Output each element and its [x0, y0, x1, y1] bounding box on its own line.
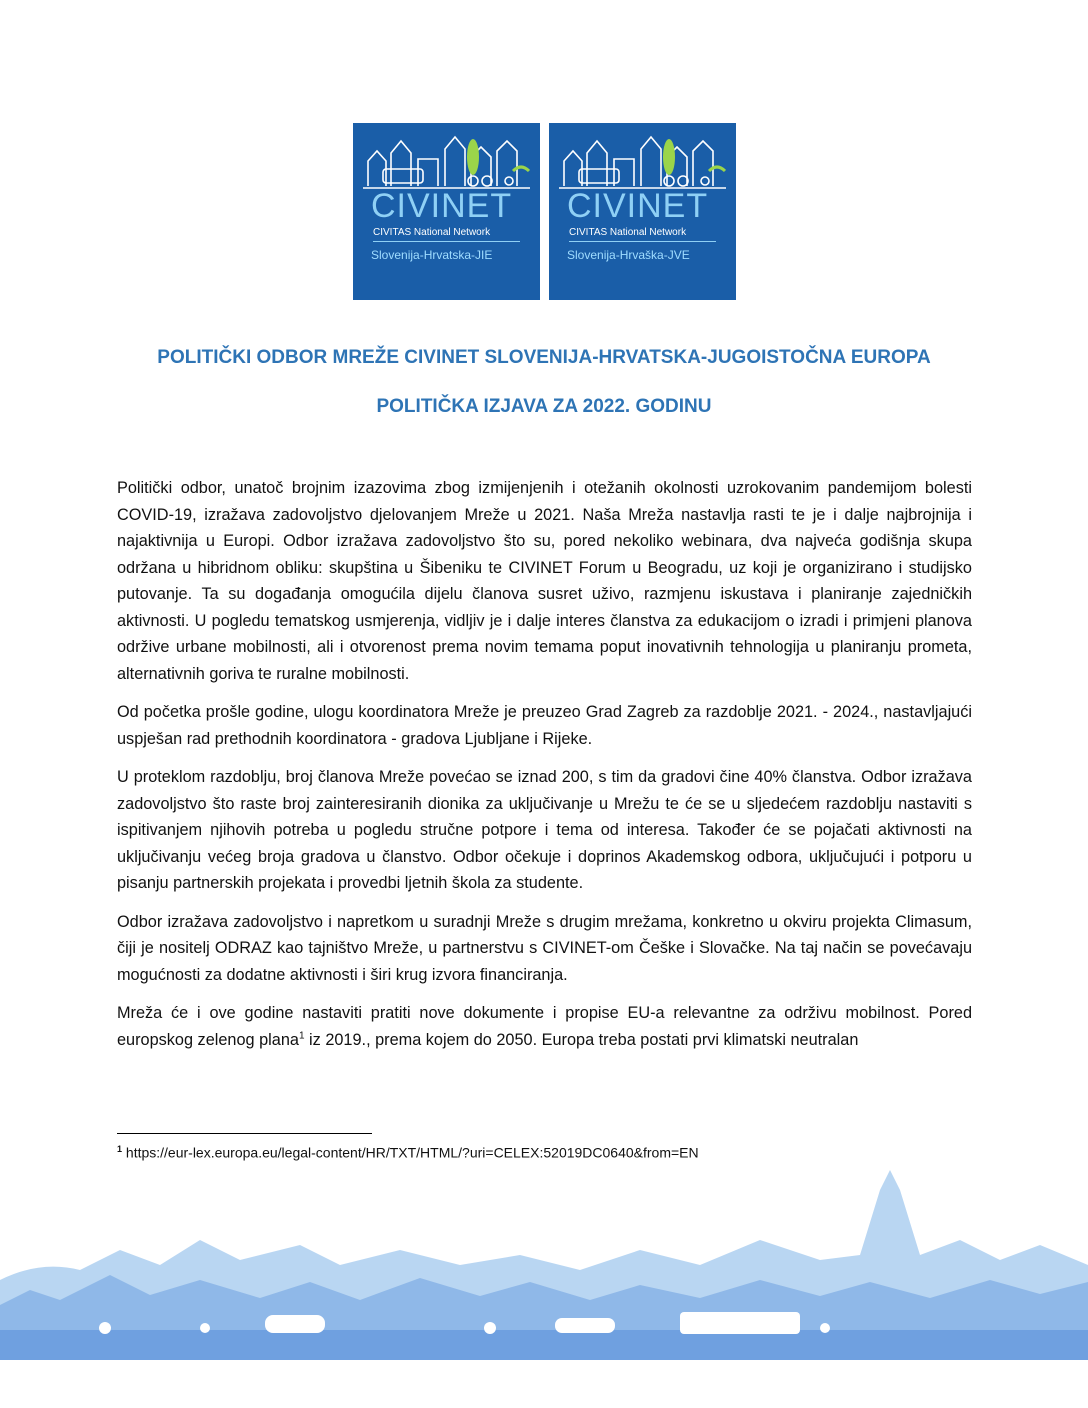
paragraph-text: Mreža će i ove godine nastaviti pratiti nove dokumente i propise EU-a relevantne za održivu mobilnost. Pored europskog zelenog plana [117, 1004, 972, 1049]
city-skyline-icon [559, 131, 726, 191]
document-title: POLITIČKI ODBOR MREŽE CIVINET SLOVENIJA-HRVATSKA-JUGOISTOČNA EUROPA [157, 347, 931, 368]
logo-group [353, 123, 736, 300]
footnote-divider [117, 1133, 372, 1134]
logo-brand-text: CIVINET [371, 187, 513, 225]
logo-network-text: CIVITAS National Network [569, 227, 687, 238]
civinet-logo-jve [549, 123, 736, 300]
paragraph [117, 1000, 972, 1053]
paragraph-text: iz 2019., prema kojem do 2050. Europa treba postati prvi klimatski neutralan [304, 1030, 859, 1049]
footer-city-illustration [0, 1170, 1088, 1360]
logo-divider [373, 241, 520, 242]
logo-brand-text: CIVINET [567, 187, 709, 225]
civinet-logo-jie [353, 123, 540, 300]
logo-region-text: Slovenija-Hrvatska-JIE [371, 248, 493, 262]
logo-region-text: Slovenija-Hrvaška-JVE [567, 248, 690, 262]
city-skyline-icon [363, 131, 530, 191]
paragraph: Od početka prošle godine, ulogu koordinatora Mreže je preuzeo Grad Zagreb za razdoblje 2021. - 2024., nastavljajući uspješan rad prethodnih koordinatora - gradova Ljubljane i Rijeke. [117, 703, 972, 748]
paragraph: U proteklom razdoblju, broj članova Mreže povećao se iznad 200, s tim da gradovi čine 40% članstva. Odbor izražava zadovoljstvo što raste broj zainteresiranih dionika za uključivanje u Mrežu te će se u sljedećem razdoblju nastaviti s ispitivanjem njihovih potreba u pogledu stručne potpore i tema od interesa. Također će se pojačati aktivnosti na uključivanju većeg broja gradova u članstvo. Odbor očekuje i doprinos Akademskog odbora, uključujući i potporu u pisanju partnerskih projekata i provedbi ljetnih škola za studente. [117, 768, 972, 892]
document-body [117, 475, 972, 1065]
footnote-mark: 1 [117, 1144, 123, 1154]
paragraph: Politički odbor, unatoč brojnim izazovima zbog izmijenjenih i otežanih okolnosti uzrokovanim pandemijom bolesti COVID-19, izražava zadovoljstvo djelovanjem Mreže u 2021. Naša Mreža nastavlja rasti te je i dalje najbrojnija i najaktivnija u Europi. Odbor izražava zadovoljstvo što su, pored nekoliko webinara, dva najveća godišnja skupa održana u hibridnom obliku: skupština u Šibeniku te CIVINET Forum u Beogradu, uz koji je organizirano i studijsko putovanje. Ta su događanja omogućila dijelu članova susret uživo, razmjenu iskustava i planiranje zajedničkih aktivnosti. U pogledu tematskog usmjerenja, vidljiv je i dalje interes članstva za edukacijom o izradi i primjeni planova održive urbane mobilnosti, ali i otvorenost prema novim temama poput inovativnih tehnologija u planiranju prometa, alternativnih goriva te ruralne mobilnosti. [117, 479, 972, 683]
footnote-link[interactable]: https://eur-lex.europa.eu/legal-content/HR/TXT/HTML/?uri=CELEX:52019DC0640&from=EN [122, 1144, 699, 1161]
paragraph: Odbor izražava zadovoljstvo i napretkom u suradnji Mreže s drugim mrežama, konkretno u okviru projekta Climasum, čiji je nositelj ODRAZ kao tajništvo Mreže, u partnerstvu s CIVINET-om Češke i Slovačke. Na taj način se povećavaju mogućnosti za dodatne aktivnosti i širi krug izvora financiranja. [117, 912, 972, 984]
logo-network-text: CIVITAS National Network [373, 227, 491, 238]
logo-divider [569, 241, 716, 242]
footnote-reference[interactable]: 1 [298, 1030, 305, 1042]
footnote [117, 1144, 699, 1161]
document-subtitle: POLITIČKA IZJAVA ZA 2022. GODINU [376, 396, 712, 417]
